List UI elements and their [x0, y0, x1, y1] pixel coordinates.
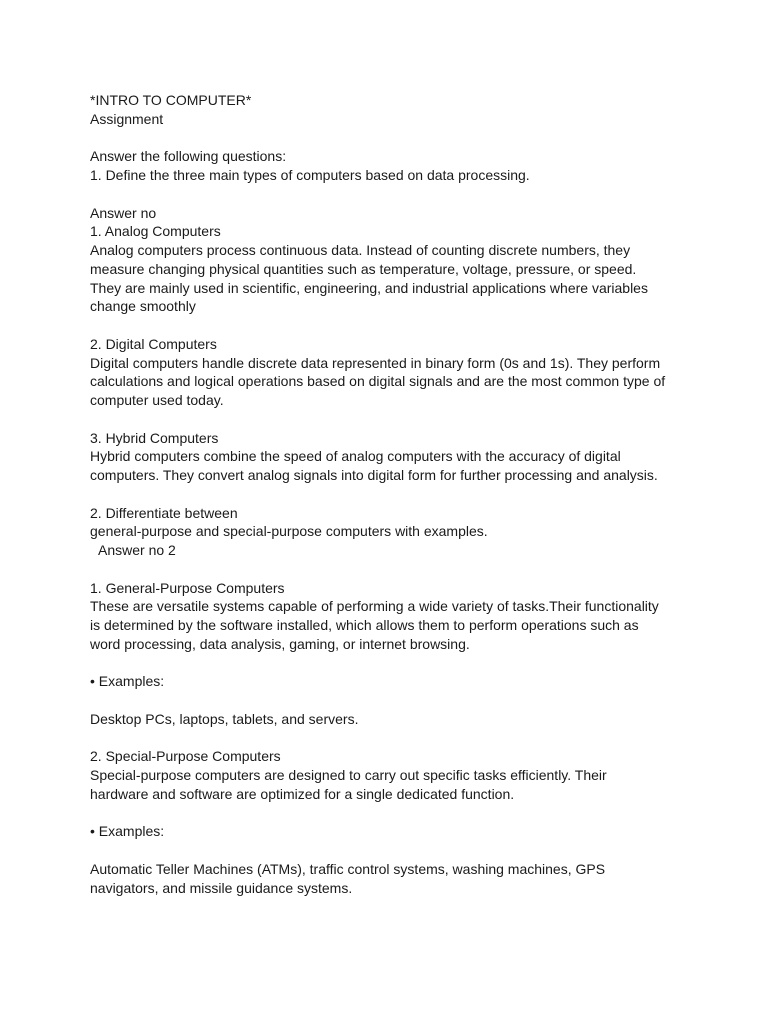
digital-line: calculations and logical operations based on digital signals and are the most common type of — [90, 373, 666, 390]
question-2-line: 2. Differentiate between — [90, 504, 238, 521]
spacer — [90, 841, 680, 860]
spacer — [90, 729, 680, 748]
special-heading: 2. Special-Purpose Computers — [90, 748, 281, 765]
document-title: *INTRO TO COMPUTER* — [90, 92, 252, 108]
spacer — [90, 560, 680, 579]
spacer — [90, 316, 680, 335]
hybrid-heading: 3. Hybrid Computers — [90, 429, 219, 446]
answer-1-label: Answer no — [90, 204, 157, 221]
analog-line: They are mainly used in scientific, engineering, and industrial applications where variables — [90, 279, 648, 296]
question-2-line: general-purpose and special-purpose computers with examples. — [90, 523, 488, 540]
general-examples: Desktop PCs, laptops, tablets, and servers. — [90, 710, 359, 727]
document-body — [90, 91, 680, 897]
digital-heading: 2. Digital Computers — [90, 335, 217, 352]
answer-2-label: Answer no 2 — [98, 542, 176, 558]
hybrid-line: computers. They convert analog signals into digital form for further processing and analysis. — [90, 467, 658, 483]
hybrid-line: Hybrid computers combine the speed of analog computers with the accuracy of digital — [90, 448, 621, 465]
general-examples-label: • Examples: — [90, 673, 165, 690]
special-examples-line: navigators, and missile guidance systems. — [90, 879, 353, 896]
special-line: Special-purpose computers are designed to carry out specific tasks efficiently. Their — [90, 767, 607, 783]
general-line: These are versatile systems capable of performing a wide variety of tasks.Their functionality — [90, 598, 659, 615]
spacer — [90, 691, 680, 710]
digital-line: computer used today. — [90, 392, 224, 408]
spacer — [90, 129, 680, 148]
analog-line: Analog computers process continuous data. Instead of counting discrete numbers, they — [90, 242, 631, 258]
special-examples-line: Automatic Teller Machines (ATMs), traffic control systems, washing machines, GPS — [90, 860, 606, 877]
question-1: 1. Define the three main types of computers based on data processing. — [90, 167, 530, 183]
spacer — [90, 804, 680, 823]
document-subtitle: Assignment — [90, 110, 164, 127]
digital-line: Digital computers handle discrete data represented in binary form (0s and 1s). They perform — [90, 354, 661, 371]
spacer — [90, 185, 680, 204]
instructions-text: Answer the following questions: — [90, 148, 287, 165]
analog-line: measure changing physical quantities such as temperature, voltage, pressure, or speed. — [90, 260, 637, 277]
spacer — [90, 410, 680, 429]
analog-heading: 1. Analog Computers — [90, 223, 221, 240]
general-line: word processing, data analysis, gaming, or internet browsing. — [90, 635, 470, 652]
general-heading: 1. General-Purpose Computers — [90, 579, 285, 596]
general-line: is determined by the software installed, which allows them to perform operations such as — [90, 617, 639, 633]
spacer — [90, 485, 680, 504]
analog-line: change smoothly — [90, 298, 196, 315]
special-line: hardware and software are optimized for a single dedicated function. — [90, 785, 515, 802]
spacer — [90, 654, 680, 673]
special-examples-label: • Examples: — [90, 823, 165, 840]
